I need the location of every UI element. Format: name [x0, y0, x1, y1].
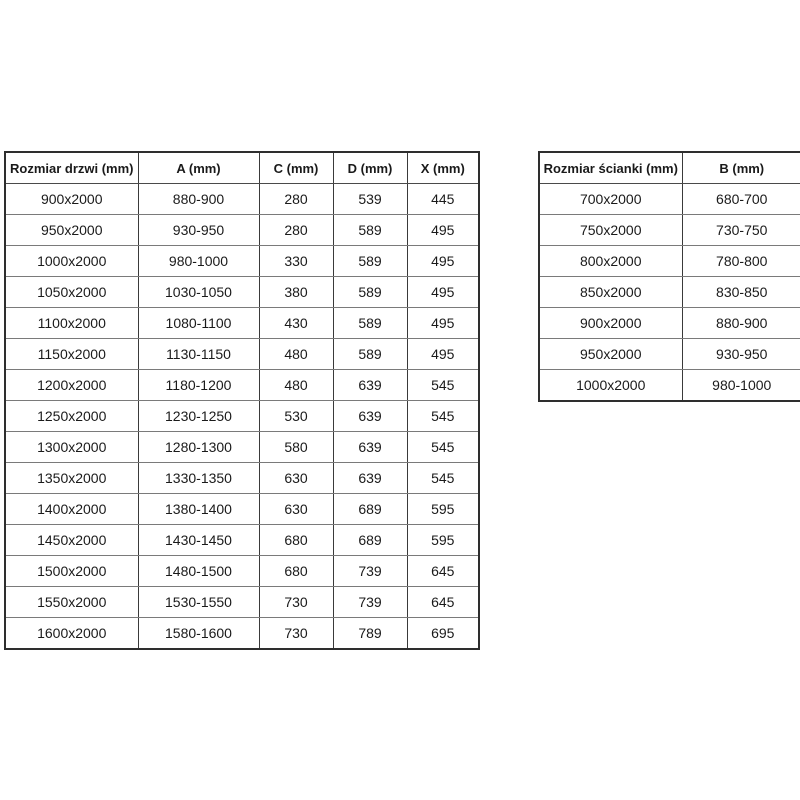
- table-cell: 900x2000: [539, 308, 682, 339]
- table-cell: 930-950: [138, 215, 259, 246]
- table-cell: 1250x2000: [5, 401, 138, 432]
- table-row: [5, 308, 479, 339]
- table-row: [5, 556, 479, 587]
- table-cell: 1450x2000: [5, 525, 138, 556]
- table-row: [539, 308, 800, 339]
- table-row: [539, 246, 800, 277]
- table-cell: 630: [259, 494, 333, 525]
- table-cell: 700x2000: [539, 184, 682, 215]
- table-cell: 1130-1150: [138, 339, 259, 370]
- table-cell: 639: [333, 463, 407, 494]
- table-cell: 980-1000: [138, 246, 259, 277]
- table-cell: 495: [407, 308, 479, 339]
- table-cell: 900x2000: [5, 184, 138, 215]
- table-cell: 880-900: [682, 308, 800, 339]
- table-row: [5, 184, 479, 215]
- table-cell: 1550x2000: [5, 587, 138, 618]
- column-header-c: C (mm): [259, 152, 333, 184]
- table-cell: 950x2000: [539, 339, 682, 370]
- column-header-d: D (mm): [333, 152, 407, 184]
- door-table-header-row: [5, 152, 479, 184]
- table-cell: 739: [333, 587, 407, 618]
- table-cell: 595: [407, 494, 479, 525]
- table-cell: 545: [407, 432, 479, 463]
- table-cell: 639: [333, 401, 407, 432]
- table-row: [5, 246, 479, 277]
- table-cell: 1180-1200: [138, 370, 259, 401]
- column-header-door-size: Rozmiar drzwi (mm): [5, 152, 138, 184]
- table-cell: 589: [333, 339, 407, 370]
- table-cell: 1330-1350: [138, 463, 259, 494]
- column-header-a: A (mm): [138, 152, 259, 184]
- table-cell: 1000x2000: [5, 246, 138, 277]
- table-cell: 739: [333, 556, 407, 587]
- table-cell: 495: [407, 246, 479, 277]
- table-cell: 730-750: [682, 215, 800, 246]
- table-row: [5, 401, 479, 432]
- table-cell: 1150x2000: [5, 339, 138, 370]
- table-cell: 680: [259, 525, 333, 556]
- table-cell: 1000x2000: [539, 370, 682, 402]
- table-cell: 545: [407, 370, 479, 401]
- table-cell: 1580-1600: [138, 618, 259, 650]
- table-cell: 1600x2000: [5, 618, 138, 650]
- table-cell: 645: [407, 556, 479, 587]
- table-cell: 950x2000: [5, 215, 138, 246]
- table-cell: 680-700: [682, 184, 800, 215]
- table-row: [5, 215, 479, 246]
- table-cell: 480: [259, 370, 333, 401]
- table-cell: 280: [259, 184, 333, 215]
- table-cell: 1530-1550: [138, 587, 259, 618]
- table-cell: 930-950: [682, 339, 800, 370]
- table-cell: 639: [333, 432, 407, 463]
- table-row: [5, 370, 479, 401]
- table-cell: 630: [259, 463, 333, 494]
- table-cell: 495: [407, 277, 479, 308]
- table-cell: 545: [407, 463, 479, 494]
- table-cell: 645: [407, 587, 479, 618]
- table-cell: 1080-1100: [138, 308, 259, 339]
- table-cell: 1300x2000: [5, 432, 138, 463]
- table-cell: 589: [333, 246, 407, 277]
- table-cell: 1100x2000: [5, 308, 138, 339]
- table-cell: 689: [333, 525, 407, 556]
- table-row: [5, 277, 479, 308]
- table-cell: 430: [259, 308, 333, 339]
- table-cell: 880-900: [138, 184, 259, 215]
- column-header-wall-size: Rozmiar ścianki (mm): [539, 152, 682, 184]
- table-cell: 1050x2000: [5, 277, 138, 308]
- table-cell: 1200x2000: [5, 370, 138, 401]
- table-row: [539, 215, 800, 246]
- table-row: [5, 339, 479, 370]
- table-cell: 689: [333, 494, 407, 525]
- table-cell: 780-800: [682, 246, 800, 277]
- table-cell: 750x2000: [539, 215, 682, 246]
- door-size-table: [4, 151, 480, 650]
- table-cell: 595: [407, 525, 479, 556]
- column-header-x: X (mm): [407, 152, 479, 184]
- table-row: [5, 494, 479, 525]
- table-cell: 495: [407, 215, 479, 246]
- table-cell: 680: [259, 556, 333, 587]
- table-cell: 530: [259, 401, 333, 432]
- table-cell: 445: [407, 184, 479, 215]
- table-row: [5, 525, 479, 556]
- table-cell: 380: [259, 277, 333, 308]
- table-cell: 695: [407, 618, 479, 650]
- table-cell: 1230-1250: [138, 401, 259, 432]
- table-cell: 1480-1500: [138, 556, 259, 587]
- table-cell: 539: [333, 184, 407, 215]
- table-cell: 730: [259, 587, 333, 618]
- table-cell: 1500x2000: [5, 556, 138, 587]
- table-cell: 1350x2000: [5, 463, 138, 494]
- table-row: [539, 277, 800, 308]
- table-row: [5, 463, 479, 494]
- table-cell: 480: [259, 339, 333, 370]
- table-cell: 789: [333, 618, 407, 650]
- table-row: [5, 432, 479, 463]
- table-cell: 1430-1450: [138, 525, 259, 556]
- table-cell: 580: [259, 432, 333, 463]
- table-cell: 830-850: [682, 277, 800, 308]
- table-cell: 1280-1300: [138, 432, 259, 463]
- wall-size-table: [538, 151, 800, 402]
- table-row: [539, 339, 800, 370]
- table-cell: 730: [259, 618, 333, 650]
- table-cell: 589: [333, 308, 407, 339]
- table-cell: 495: [407, 339, 479, 370]
- table-row: [5, 618, 479, 650]
- table-cell: 330: [259, 246, 333, 277]
- column-header-b: B (mm): [682, 152, 800, 184]
- table-cell: 589: [333, 215, 407, 246]
- table-cell: 545: [407, 401, 479, 432]
- table-row: [539, 184, 800, 215]
- table-cell: 1380-1400: [138, 494, 259, 525]
- table-row: [5, 587, 479, 618]
- table-cell: 639: [333, 370, 407, 401]
- wall-table-header-row: [539, 152, 800, 184]
- table-row: [539, 370, 800, 402]
- table-cell: 850x2000: [539, 277, 682, 308]
- table-cell: 1400x2000: [5, 494, 138, 525]
- table-cell: 800x2000: [539, 246, 682, 277]
- table-cell: 1030-1050: [138, 277, 259, 308]
- table-cell: 980-1000: [682, 370, 800, 402]
- table-cell: 589: [333, 277, 407, 308]
- table-cell: 280: [259, 215, 333, 246]
